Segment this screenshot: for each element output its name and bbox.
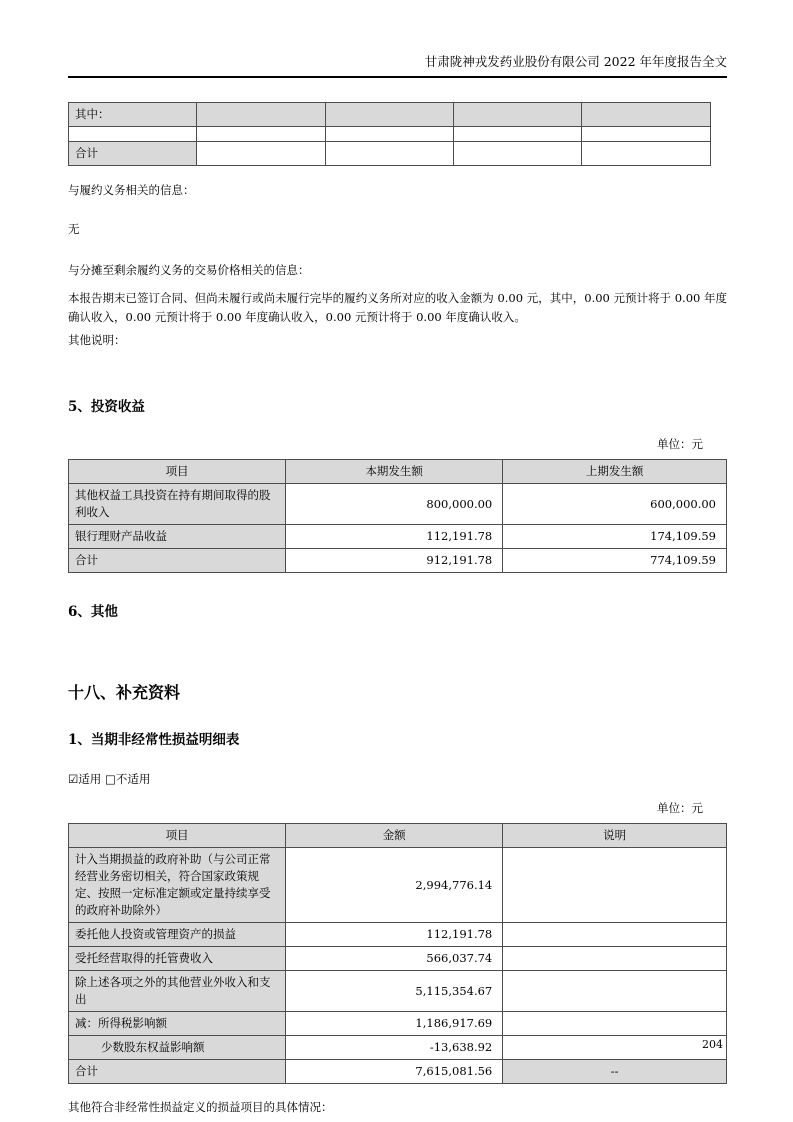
total-label-cell: 合计 xyxy=(69,1060,286,1084)
column-header-current: 本期发生额 xyxy=(286,460,503,484)
breakdown-table xyxy=(68,102,711,166)
empty-cell xyxy=(453,103,581,127)
empty-cell xyxy=(582,127,710,142)
table-row xyxy=(69,848,727,923)
table-row xyxy=(69,1012,727,1036)
table-row xyxy=(69,971,727,1012)
empty-cell xyxy=(325,127,453,142)
table-row xyxy=(69,484,727,525)
item-cell: 计入当期损益的政府补助（与公司正常经营业务密切相关，符合国家政策规定、按照一定标准定额或定量持续享受的政府补助除外） xyxy=(69,848,286,923)
amount-cell: 7,615,081.56 xyxy=(286,1060,503,1084)
table-header-row xyxy=(69,824,727,848)
note-cell xyxy=(503,971,727,1012)
item-cell: 减：所得税影响额 xyxy=(69,1012,286,1036)
prior-amount-cell: 174,109.59 xyxy=(503,525,727,549)
table-row-total xyxy=(69,1060,727,1084)
table-row-total xyxy=(69,549,727,573)
table-row xyxy=(69,525,727,549)
note-cell xyxy=(503,1036,727,1060)
row-label-cell: 其中： xyxy=(69,103,197,127)
total-label-cell: 合计 xyxy=(69,142,197,166)
section-heading-investment-income: 5、投资收益 xyxy=(68,399,145,415)
unit-label: 单位：元 xyxy=(657,801,703,815)
table-row xyxy=(69,103,711,127)
empty-cell xyxy=(582,142,710,166)
note-cell xyxy=(503,1012,727,1036)
empty-cell xyxy=(197,127,325,142)
table-row xyxy=(69,923,727,947)
column-header-item: 项目 xyxy=(69,460,286,484)
amount-cell: 5,115,354.67 xyxy=(286,971,503,1012)
subsection-heading-nonrecurring: 1、当期非经常性损益明细表 xyxy=(68,732,240,748)
amount-cell: 112,191.78 xyxy=(286,923,503,947)
current-amount-cell: 912,191.78 xyxy=(286,549,503,573)
item-cell: 银行理财产品收益 xyxy=(69,525,286,549)
empty-cell xyxy=(453,127,581,142)
report-title: 甘肃陇神戎发药业股份有限公司 2022 年年度报告全文 xyxy=(424,54,727,69)
empty-cell xyxy=(582,103,710,127)
amount-cell: -13,638.92 xyxy=(286,1036,503,1060)
table-row xyxy=(69,947,727,971)
total-label-cell: 合计 xyxy=(69,549,286,573)
none-text: 无 xyxy=(68,222,80,236)
empty-cell xyxy=(453,142,581,166)
section-heading-supplementary: 十八、补充资料 xyxy=(68,683,181,702)
column-header-amount: 金额 xyxy=(286,824,503,848)
investment-income-table xyxy=(68,459,727,573)
column-header-note: 说明 xyxy=(503,824,727,848)
footnote-text: 其他符合非经常性损益定义的损益项目的具体情况： xyxy=(68,1100,333,1114)
non-recurring-items-table xyxy=(68,823,727,1084)
current-amount-cell: 800,000.00 xyxy=(286,484,503,525)
empty-cell xyxy=(69,127,197,142)
page-number: 204 xyxy=(702,1038,723,1051)
table-row xyxy=(69,1036,727,1060)
column-header-item: 项目 xyxy=(69,824,286,848)
table-header-row xyxy=(69,460,727,484)
table-row-total xyxy=(69,142,711,166)
contract-paragraph: 本报告期末已签订合同、但尚未履行或尚未履行完毕的履约义务所对应的收入金额为 0.00 元，其中，0.00 元预计将于 0.00 年度确认收入，0.00 元预计将于 0.00 年度确认收入，0.00 元预计将于 0.00 年度确认收入。 xyxy=(68,291,727,324)
item-cell: 其他权益工具投资在持有期间取得的股利收入 xyxy=(69,484,286,525)
empty-cell xyxy=(197,142,325,166)
amount-cell: 1,186,917.69 xyxy=(286,1012,503,1036)
column-header-prior: 上期发生额 xyxy=(503,460,727,484)
table-row xyxy=(69,127,711,142)
applicable-checkbox-label: ☑适用 □不适用 xyxy=(68,772,151,786)
unit-label: 单位：元 xyxy=(657,437,703,451)
amount-cell: 566,037.74 xyxy=(286,947,503,971)
note-cell xyxy=(503,923,727,947)
item-cell: 少数股东权益影响额 xyxy=(69,1036,286,1060)
item-cell: 委托他人投资或管理资产的损益 xyxy=(69,923,286,947)
section-heading-other: 6、其他 xyxy=(68,604,118,620)
empty-cell xyxy=(325,142,453,166)
price-info-label: 与分摊至剩余履约义务的交易价格相关的信息： xyxy=(68,263,310,277)
prior-amount-cell: 774,109.59 xyxy=(503,549,727,573)
empty-cell xyxy=(325,103,453,127)
note-cell: -- xyxy=(503,1060,727,1084)
prior-amount-cell: 600,000.00 xyxy=(503,484,727,525)
obligation-info-label: 与履约义务相关的信息： xyxy=(68,183,195,197)
other-note-label: 其他说明： xyxy=(68,333,126,347)
current-amount-cell: 112,191.78 xyxy=(286,525,503,549)
note-cell xyxy=(503,947,727,971)
page-header xyxy=(68,0,727,78)
empty-cell xyxy=(197,103,325,127)
amount-cell: 2,994,776.14 xyxy=(286,848,503,923)
note-cell xyxy=(503,848,727,923)
item-cell: 除上述各项之外的其他营业外收入和支出 xyxy=(69,971,286,1012)
item-cell: 受托经营取得的托管费收入 xyxy=(69,947,286,971)
